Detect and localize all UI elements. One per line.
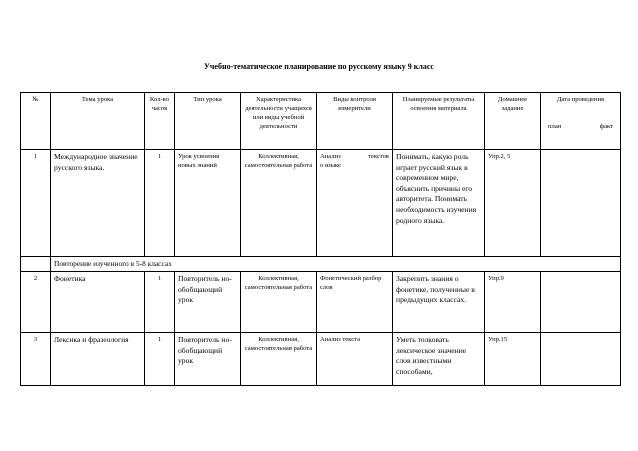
row-hours: 1 [145, 333, 175, 386]
row-control: Анализ текста [317, 333, 393, 386]
row-control [317, 150, 393, 257]
header-date [541, 93, 621, 150]
row-activity: Коллективная, самостоятельная работа [241, 150, 317, 257]
page-title: Учебно-тематическое планирование по русскому языку 9 класс [204, 62, 434, 71]
header-date-subcolumns [544, 122, 617, 131]
header-date-label: Дата проведения [556, 96, 605, 103]
table-row [21, 150, 621, 257]
header-plan: план [548, 123, 562, 130]
section-row [21, 257, 621, 272]
row-control: Фонетический разбор слов [317, 272, 393, 333]
row-hours: 1 [145, 272, 175, 333]
section-num-cell [21, 257, 51, 272]
row-topic: Международное значение русского языка. [51, 150, 145, 257]
row-control-word-2: текстов [368, 153, 389, 160]
row-homework: Упр.2, 5 [485, 150, 541, 257]
table-row [21, 272, 621, 333]
header-fact: факт [599, 123, 613, 130]
header-num: № [21, 93, 51, 150]
row-date [541, 333, 621, 386]
row-control-word-3: о языке [320, 162, 341, 169]
row-topic: Лексика и фразеология [51, 333, 145, 386]
header-activity: Характеристика деятельности учащихся или виды учебной деятельности [241, 93, 317, 150]
table-row [21, 333, 621, 386]
row-type: Урок усвоения новых знаний [175, 150, 241, 257]
planning-table [20, 92, 621, 386]
row-date [541, 150, 621, 257]
row-control-word-1: Анализ [320, 153, 341, 160]
table-header-row [21, 93, 621, 150]
header-type: Тип урока [175, 93, 241, 150]
row-num: 2 [21, 272, 51, 333]
header-homework: Домашнее задание [485, 93, 541, 150]
header-control: Виды контроля измерители [317, 93, 393, 150]
row-date [541, 272, 621, 333]
row-results: Закрепить знания о фонетике, полученные в предыдущих классах. [393, 272, 485, 333]
header-results: Планируемые результаты освоения материала [393, 93, 485, 150]
row-type: Повторитель но-обобщающий урок [175, 333, 241, 386]
row-activity: Коллективная, самостоятельная работа [241, 333, 317, 386]
section-title: Повторение изученного в 5-8 классах [51, 257, 621, 272]
row-activity: Коллективная, самостоятельная работа [241, 272, 317, 333]
row-topic: Фонетика [51, 272, 145, 333]
row-type: Повторитель но-обобщающий урок [175, 272, 241, 333]
row-homework: Упр.9 [485, 272, 541, 333]
row-homework: Упр.15 [485, 333, 541, 386]
row-num: 3 [21, 333, 51, 386]
row-results: Уметь толковать лексическое значение слов известными способами, [393, 333, 485, 386]
row-num: 1 [21, 150, 51, 257]
row-results: Понимать, какую роль играет русский язык в современном мире, объяснить причины его авторитета. Понимать необходимость изучения родного языка. [393, 150, 485, 257]
header-topic: Тема урока [51, 93, 145, 150]
row-hours: 1 [145, 150, 175, 257]
header-hours: Кол-во часов [145, 93, 175, 150]
